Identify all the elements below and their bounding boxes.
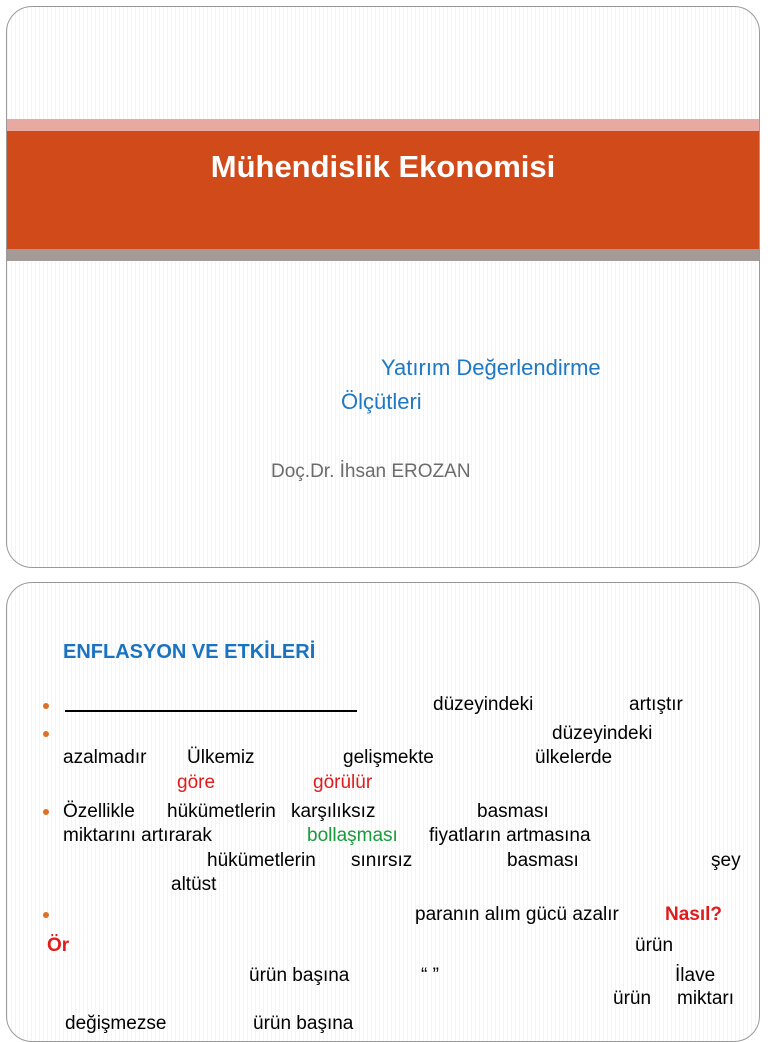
- bullet-4-word: miktarı: [677, 988, 734, 1009]
- bullet-3-word: sınırsız: [351, 850, 413, 871]
- bullet-3-word: basması: [507, 850, 579, 871]
- bullet-1-marker: [43, 703, 49, 709]
- bullet-2-word: azalmadır: [63, 747, 147, 768]
- bullet-4-word: “ ”: [421, 965, 439, 986]
- bullet-4-word: ürün: [613, 988, 652, 1009]
- bullet-2-word: ülkelerde: [535, 747, 613, 768]
- bullet-3-word: basması: [477, 801, 549, 822]
- bullet-4-word: Nasıl?: [665, 904, 723, 925]
- title-band-bottom: [7, 249, 759, 261]
- bullet-3-word: fiyatların artmasına: [429, 825, 591, 846]
- slide-subtitle-line2: Ölçütleri: [341, 389, 422, 414]
- bullet-3-word: altüst: [171, 874, 217, 895]
- bullet-2-word: Ülkemiz: [187, 747, 255, 768]
- bullet-4-word: İlave: [675, 965, 716, 986]
- bullet-3-word: karşılıksız: [291, 801, 376, 822]
- bullet-1-word: düzeyindeki: [433, 694, 534, 715]
- slide-title: Mühendislik Ekonomisi: [210, 149, 556, 184]
- bullet-3-word: hükümetlerin: [167, 801, 276, 822]
- bullet-4-word: ürün başına: [253, 1013, 354, 1034]
- bullet-2-word: düzeyindeki: [552, 723, 653, 744]
- title-slide: [6, 6, 760, 568]
- bullet-3-word: şey: [711, 850, 741, 871]
- content-slide: [6, 582, 760, 1042]
- bullet-2-marker: [43, 731, 49, 737]
- bullet-2-word: gelişmekte: [343, 747, 434, 768]
- bullet-4-word: Ör: [47, 935, 70, 956]
- author-name: Doç.Dr. İhsan EROZAN: [271, 461, 471, 482]
- bullet-1-word: artıştır: [629, 694, 683, 715]
- bullet-3-word: bollaşması: [307, 825, 398, 846]
- bullet-2-word: göre: [177, 772, 216, 793]
- slide-subtitle-line1: Yatırım Değerlendirme: [381, 355, 601, 380]
- bullet-4-word: ürün: [635, 935, 674, 956]
- section-heading: ENFLASYON VE ETKİLERİ: [63, 641, 316, 663]
- title-band-top: [7, 119, 759, 131]
- bullet-3-marker: [43, 809, 49, 815]
- bullet-4-marker: [43, 912, 49, 918]
- bullet-3-word: miktarını artırarak: [63, 825, 212, 846]
- bullet-4-word: ürün başına: [249, 965, 350, 986]
- bullet-2-word: görülür: [313, 772, 373, 793]
- bullet-3-word: hükümetlerin: [207, 850, 316, 871]
- blank-underline: [65, 710, 357, 712]
- bullet-4-word: değişmezse: [65, 1013, 167, 1034]
- bullet-3-word: Özellikle: [63, 801, 135, 822]
- bullet-4-word: paranın alım gücü azalır: [415, 904, 619, 925]
